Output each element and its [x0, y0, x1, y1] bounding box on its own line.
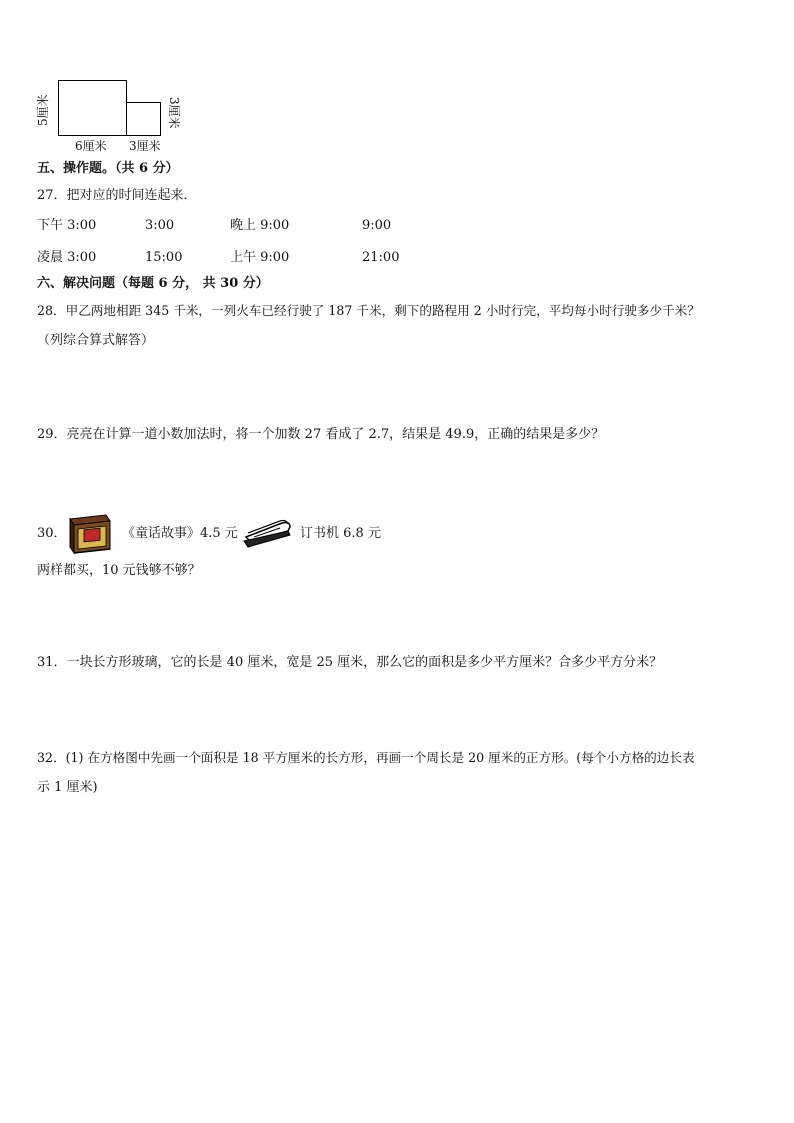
stapler-icon: [242, 515, 294, 549]
section5-heading: 五、操作题。（共 6 分）: [37, 161, 179, 176]
q27-row2-col2: 15:00: [145, 250, 183, 265]
q29-text: 29．亮亮在计算一道小数加法时，将一个加数 27 看成了 2.7，结果是 49.9，正确的结果是多少？: [37, 427, 605, 442]
q27-row2-col4: 21:00: [362, 250, 400, 265]
small-rectangle: [126, 102, 161, 136]
q27-row1-col3: 晚上 9:00: [230, 218, 290, 233]
large-rectangle: [58, 80, 127, 136]
width2-label: 3厘米: [129, 139, 161, 153]
q27-row2-col3: 上午 9:00: [230, 250, 290, 265]
q30-number: 30．: [37, 526, 67, 541]
book-icon: [64, 513, 116, 555]
stapler-label: 订书机 6.8 元: [300, 526, 381, 541]
q28-line2: （列综合算式解答）: [37, 333, 155, 348]
q30-question: 两样都买，10 元钱够不够？: [37, 563, 201, 578]
q27-text: 27．把对应的时间连起来．: [37, 188, 197, 203]
right-height-label: 3厘米: [167, 97, 181, 129]
width1-label: 6厘米: [75, 139, 107, 153]
q27-row1-col2: 3:00: [145, 218, 175, 233]
q28-line1: 28．甲乙两地相距 345 千米，一列火车已经行驶了 187 千米，剩下的路程用 2 小时行完，平均每小时行驶多少千米？: [37, 303, 700, 318]
q27-row1-col4: 9:00: [362, 218, 392, 233]
q31-text: 31．一块长方形玻璃，它的长是 40 厘米，宽是 25 厘米，那么它的面积是多少平方厘米？合多少平方分米？: [37, 655, 663, 670]
q27-row2-col1: 凌晨 3:00: [37, 250, 97, 265]
q32-line2: 示 1 厘米): [37, 780, 98, 795]
q32-line1: 32．(1) 在方格图中先画一个面积是 18 平方厘米的长方形，再画一个周长是 20 厘米的正方形。(每个小方格的边长表: [37, 750, 695, 765]
section6-heading: 六、解决问题（每题 6 分， 共 30 分）: [37, 276, 269, 291]
left-height-label: 5厘米: [36, 94, 50, 126]
q27-row1-col1: 下午 3:00: [37, 218, 97, 233]
book-label: 《童话故事》4.5 元: [122, 526, 238, 541]
